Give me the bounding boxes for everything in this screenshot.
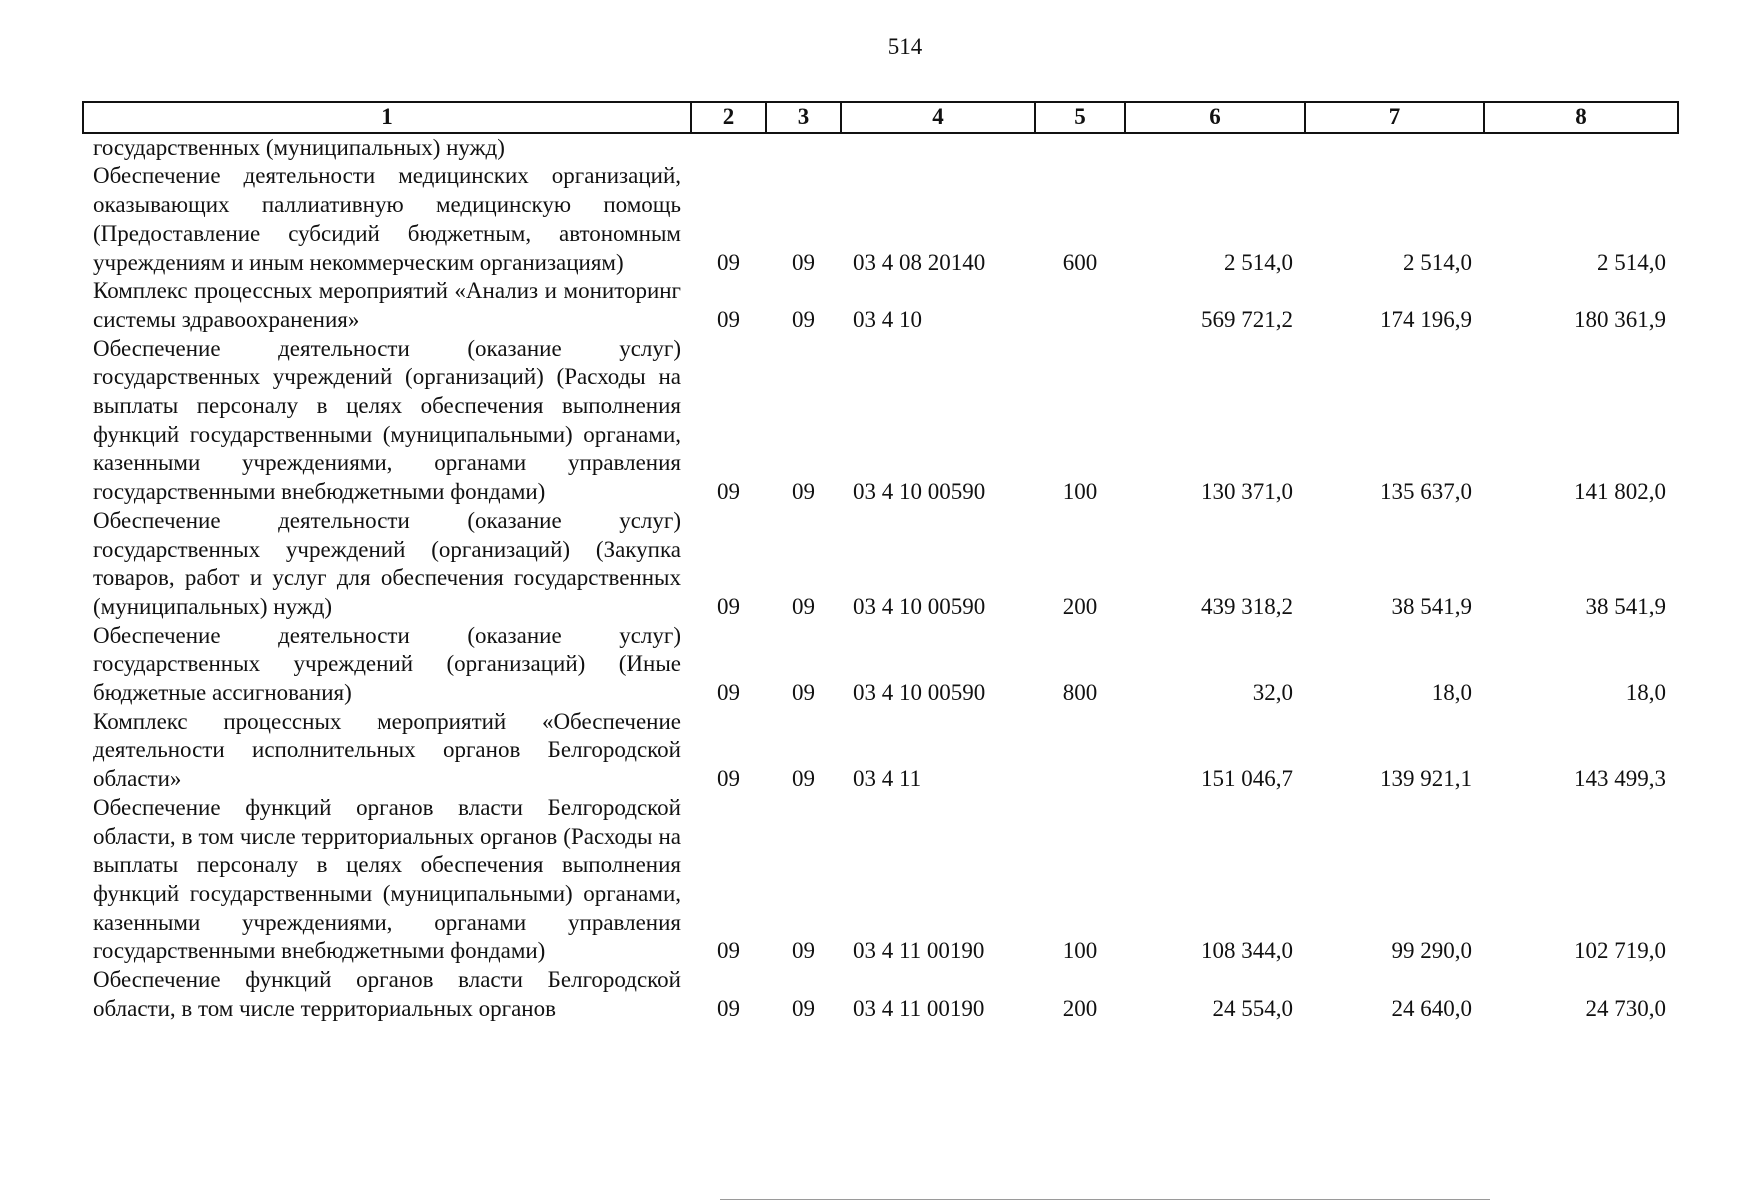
- row-amount-col6: 32,0: [1252, 680, 1293, 706]
- table-row: [83, 162, 1678, 277]
- row-description: государственных (муниципальных) нужд): [93, 134, 505, 160]
- column-header-1: 1: [83, 102, 691, 133]
- row-section: 09: [717, 249, 740, 275]
- row-description: Комплекс процессных мероприятий «Обеспечение деятельности исполнительных органов Белгородской области»: [93, 708, 681, 792]
- row-section: 09: [717, 938, 740, 964]
- row-amount-col6: 24 554,0: [1212, 995, 1293, 1021]
- row-expense-type: [1035, 133, 1125, 163]
- row-subsection: 09: [792, 479, 815, 505]
- row-target-code: 03 4 10: [853, 306, 922, 332]
- row-description: Обеспечение деятельности (оказание услуг) государственных учреждений (организаций) (Расходы на выплаты персоналу в целях обеспечения выполнения функций государственными (муниципальными) органами, казенными учреждениями, органами управления государственными внебюджетными фондами): [93, 335, 681, 505]
- row-expense-type: 100: [1062, 479, 1098, 505]
- column-header-8: 8: [1484, 102, 1678, 133]
- table-header: [83, 102, 1678, 133]
- row-subsection: 09: [792, 680, 815, 706]
- row-target-code: 03 4 11: [853, 766, 922, 792]
- row-amount-col8: 143 499,3: [1574, 766, 1666, 792]
- table-row: [83, 708, 1678, 794]
- row-amount-col6: 130 371,0: [1201, 479, 1293, 505]
- table-row: [83, 794, 1678, 966]
- row-target-code: 03 4 08 20140: [853, 249, 986, 275]
- column-header-4: 4: [841, 102, 1035, 133]
- row-amount-col8: 2 514,0: [1597, 249, 1666, 275]
- row-section: 09: [717, 766, 740, 792]
- budget-table: [82, 101, 1679, 1024]
- table-row: [83, 335, 1678, 507]
- page-number: 514: [887, 34, 923, 59]
- row-description: Обеспечение деятельности (оказание услуг) государственных учреждений (организаций) (Закупка товаров, работ и услуг для обеспечения государственных (муниципальных) нужд): [93, 507, 681, 619]
- row-target-code: [841, 133, 1035, 163]
- row-section: 09: [717, 593, 740, 619]
- row-expense-type: [1035, 277, 1125, 334]
- row-expense-type: 800: [1062, 680, 1098, 706]
- column-header-3: 3: [766, 102, 841, 133]
- table-row: [83, 133, 1678, 163]
- row-amount-col7: 38 541,9: [1391, 593, 1472, 619]
- row-expense-type: 600: [1062, 249, 1098, 275]
- row-section: 09: [717, 995, 740, 1021]
- row-description: Комплекс процессных мероприятий «Анализ и мониторинг системы здравоохранения»: [93, 278, 681, 332]
- row-description: Обеспечение функций органов власти Белгородской области, в том числе территориальных органов: [93, 967, 681, 1021]
- row-amount-col7: 174 196,9: [1380, 306, 1472, 332]
- row-section: [691, 133, 766, 163]
- row-amount-col8: 24 730,0: [1585, 995, 1666, 1021]
- row-amount-col8: 102 719,0: [1574, 938, 1666, 964]
- row-description: Обеспечение функций органов власти Белгородской области, в том числе территориальных органов (Расходы на выплаты персоналу в целях обеспечения выполнения функций государственными (муниципальными) органами, казенными учреждениями, органами управления государственными внебюджетными фондами): [93, 794, 681, 964]
- row-amount-col8: [1484, 133, 1678, 163]
- row-section: 09: [717, 306, 740, 332]
- row-description: Обеспечение деятельности медицинских организаций, оказывающих паллиативную медицинскую помощь (Предоставление субсидий бюджетным, автономным учреждениям и иным некоммерческим организациям): [93, 163, 681, 275]
- table-row: [83, 507, 1678, 622]
- row-amount-col7: [1305, 133, 1484, 163]
- row-amount-col8: 18,0: [1625, 680, 1666, 706]
- row-expense-type: 200: [1062, 995, 1098, 1021]
- row-subsection: 09: [792, 593, 815, 619]
- row-amount-col6: 151 046,7: [1201, 766, 1293, 792]
- row-amount-col6: 439 318,2: [1201, 593, 1293, 619]
- row-amount-col7: 2 514,0: [1403, 249, 1472, 275]
- row-amount-col7: 135 637,0: [1380, 479, 1472, 505]
- column-header-2: 2: [691, 102, 766, 133]
- row-target-code: 03 4 10 00590: [853, 593, 986, 619]
- row-section: 09: [717, 479, 740, 505]
- row-target-code: 03 4 11 00190: [853, 938, 985, 964]
- row-subsection: 09: [792, 938, 815, 964]
- row-expense-type: [1035, 708, 1125, 794]
- row-amount-col8: 38 541,9: [1585, 593, 1666, 619]
- row-amount-col7: 99 290,0: [1391, 938, 1472, 964]
- row-amount-col6: 2 514,0: [1224, 249, 1293, 275]
- row-subsection: 09: [792, 249, 815, 275]
- row-amount-col7: 24 640,0: [1391, 995, 1472, 1021]
- column-header-6: 6: [1125, 102, 1305, 133]
- row-section: 09: [717, 680, 740, 706]
- row-target-code: 03 4 10 00590: [853, 479, 986, 505]
- table-row: [83, 622, 1678, 708]
- column-header-5: 5: [1035, 102, 1125, 133]
- row-description: Обеспечение деятельности (оказание услуг) государственных учреждений (организаций) (Иные бюджетные ассигнования): [93, 622, 681, 706]
- row-target-code: 03 4 11 00190: [853, 995, 985, 1021]
- header-row: [83, 102, 1678, 133]
- table-row: [83, 277, 1678, 334]
- column-header-7: 7: [1305, 102, 1484, 133]
- row-amount-col8: 180 361,9: [1574, 306, 1666, 332]
- row-target-code: 03 4 10 00590: [853, 680, 986, 706]
- row-amount-col6: [1125, 133, 1305, 163]
- row-subsection: 09: [792, 995, 815, 1021]
- row-subsection: 09: [792, 766, 815, 792]
- row-amount-col6: 108 344,0: [1201, 938, 1293, 964]
- row-expense-type: 100: [1062, 938, 1098, 964]
- table-body: [83, 133, 1678, 1024]
- row-expense-type: 200: [1062, 593, 1098, 619]
- row-subsection: 09: [792, 306, 815, 332]
- table-row: [83, 966, 1678, 1023]
- row-amount-col7: 139 921,1: [1380, 766, 1472, 792]
- row-amount-col7: 18,0: [1431, 680, 1472, 706]
- row-amount-col6: 569 721,2: [1201, 306, 1293, 332]
- row-subsection: [766, 133, 841, 163]
- row-amount-col8: 141 802,0: [1574, 479, 1666, 505]
